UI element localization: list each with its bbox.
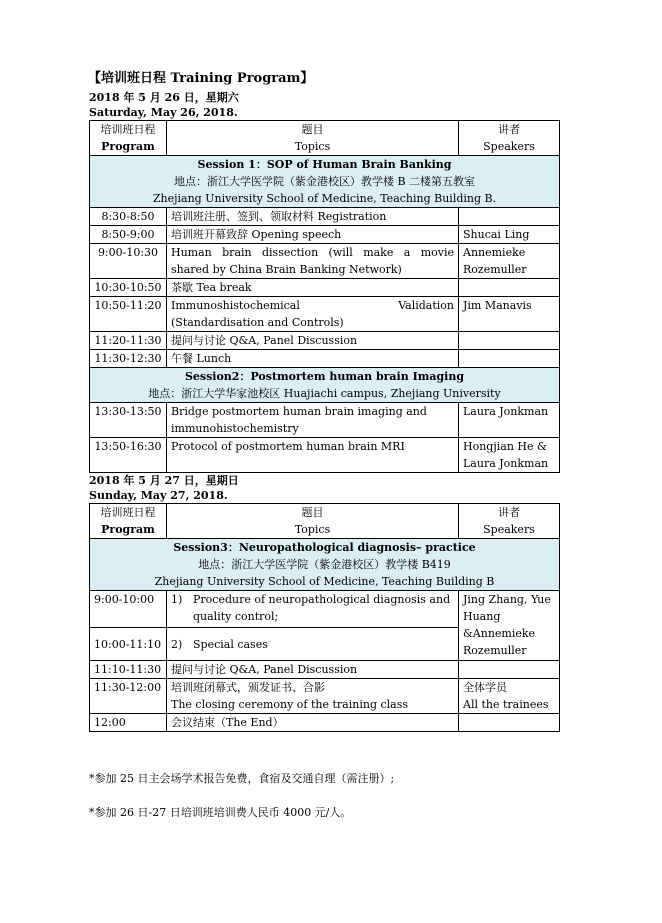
table-header-row — [90, 121, 560, 156]
session-row — [90, 539, 560, 591]
table-row: 11:30-12:00 培训班闭幕式，颁发证书、合影 The closing ceremony of the training class 全体学员 All the trainees — [90, 679, 560, 714]
table-row: 9:00-10:30 Human brain dissection (will make a movie shared by China Brain Banking Network) Annemieke Rozemuller — [90, 244, 560, 279]
speakers-header: 讲者 Speakers — [459, 121, 560, 156]
footnote-1: *参加 25 日主会场学术报告免费，食宿及交通自理（需注册）; — [89, 772, 395, 785]
topics-header: 题目 Topics — [167, 504, 459, 539]
session-location: 地点：浙江大学医学院（紫金港校区）教学楼 B 二楼第五教室 — [173, 175, 476, 188]
table-header-row — [90, 504, 560, 539]
program-header: 培训班日程 Program — [90, 121, 167, 156]
day2-schedule-table — [89, 503, 560, 732]
document-title: 【培训班日程 Training Program】 — [88, 71, 314, 86]
table-row: 13:50-16:30 Protocol of postmortem human brain MRI Hongjian He & Laura Jonkman — [90, 438, 560, 473]
session-row — [90, 368, 560, 403]
session-title: Session 1：SOP of Human Brain Banking — [197, 158, 452, 171]
day1-schedule-table — [89, 120, 560, 473]
session-row — [90, 156, 560, 208]
day1-date-en: Saturday, May 26, 2018. — [89, 106, 238, 119]
table-row: 11:20-11:30 提问与讨论 Q&A, Panel Discussion — [90, 332, 560, 350]
speakers-header: 讲者 Speakers — [459, 504, 560, 539]
table-row: 9:00-10:00 1) Procedure of neuropathological diagnosis and quality control; Jing Zhang, Yue Huang &Annemieke Rozemuller — [90, 591, 560, 628]
table-row: 11:10-11:30 提问与讨论 Q&A, Panel Discussion — [90, 661, 560, 679]
table-row: 12:00 会议结束（The End） — [90, 714, 560, 732]
table-row: 8:30-8:50 培训班注册、签到、领取材料 Registration — [90, 208, 560, 226]
session-location: 地点：浙江大学医学院（紫金港校区）教学楼 B419 — [198, 558, 451, 571]
topics-header: 题目 Topics — [167, 121, 459, 156]
table-row: 13:30-13:50 Bridge postmortem human brain imaging and immunohistochemistry Laura Jonkman — [90, 403, 560, 438]
day1-date-cn: 2018 年 5 月 26 日，星期六 — [89, 91, 239, 104]
day2-date-cn: 2018 年 5 月 27 日，星期日 — [89, 474, 239, 487]
session-title: Session3：Neuropathological diagnosis– practice — [173, 541, 476, 554]
table-row: 8:50-9:00 培训班开幕致辞 Opening speech Shucai Ling — [90, 226, 560, 244]
table-row: 10:00-11:10 2) Special cases — [90, 628, 560, 661]
session-location-en: Zhejiang University School of Medicine, Teaching Building B. — [152, 192, 497, 205]
speakers-cell: Jing Zhang, Yue Huang &Annemieke Rozemuller — [459, 591, 560, 661]
session-location-en: Zhejiang University School of Medicine, Teaching Building B — [154, 575, 495, 588]
session-title: Session2：Postmortem human brain Imaging — [184, 370, 465, 383]
table-row: 10:30-10:50 茶歇 Tea break — [90, 279, 560, 297]
document-page — [89, 70, 559, 732]
footnote-2: *参加 26 日-27 日培训班培训费人民币 4000 元/人。 — [89, 806, 352, 819]
program-header: 培训班日程 Program — [90, 504, 167, 539]
table-row: 10:50-11:20 Immunoshistochemical Validation (Standardisation and Controls) Jim Manavis — [90, 297, 560, 332]
table-row: 11:30-12:30 午餐 Lunch — [90, 350, 560, 368]
session-location: 地点：浙江大学华家池校区 Huajiachi campus, Zhejiang University — [148, 387, 501, 400]
day2-date-en: Sunday, May 27, 2018. — [89, 489, 228, 502]
